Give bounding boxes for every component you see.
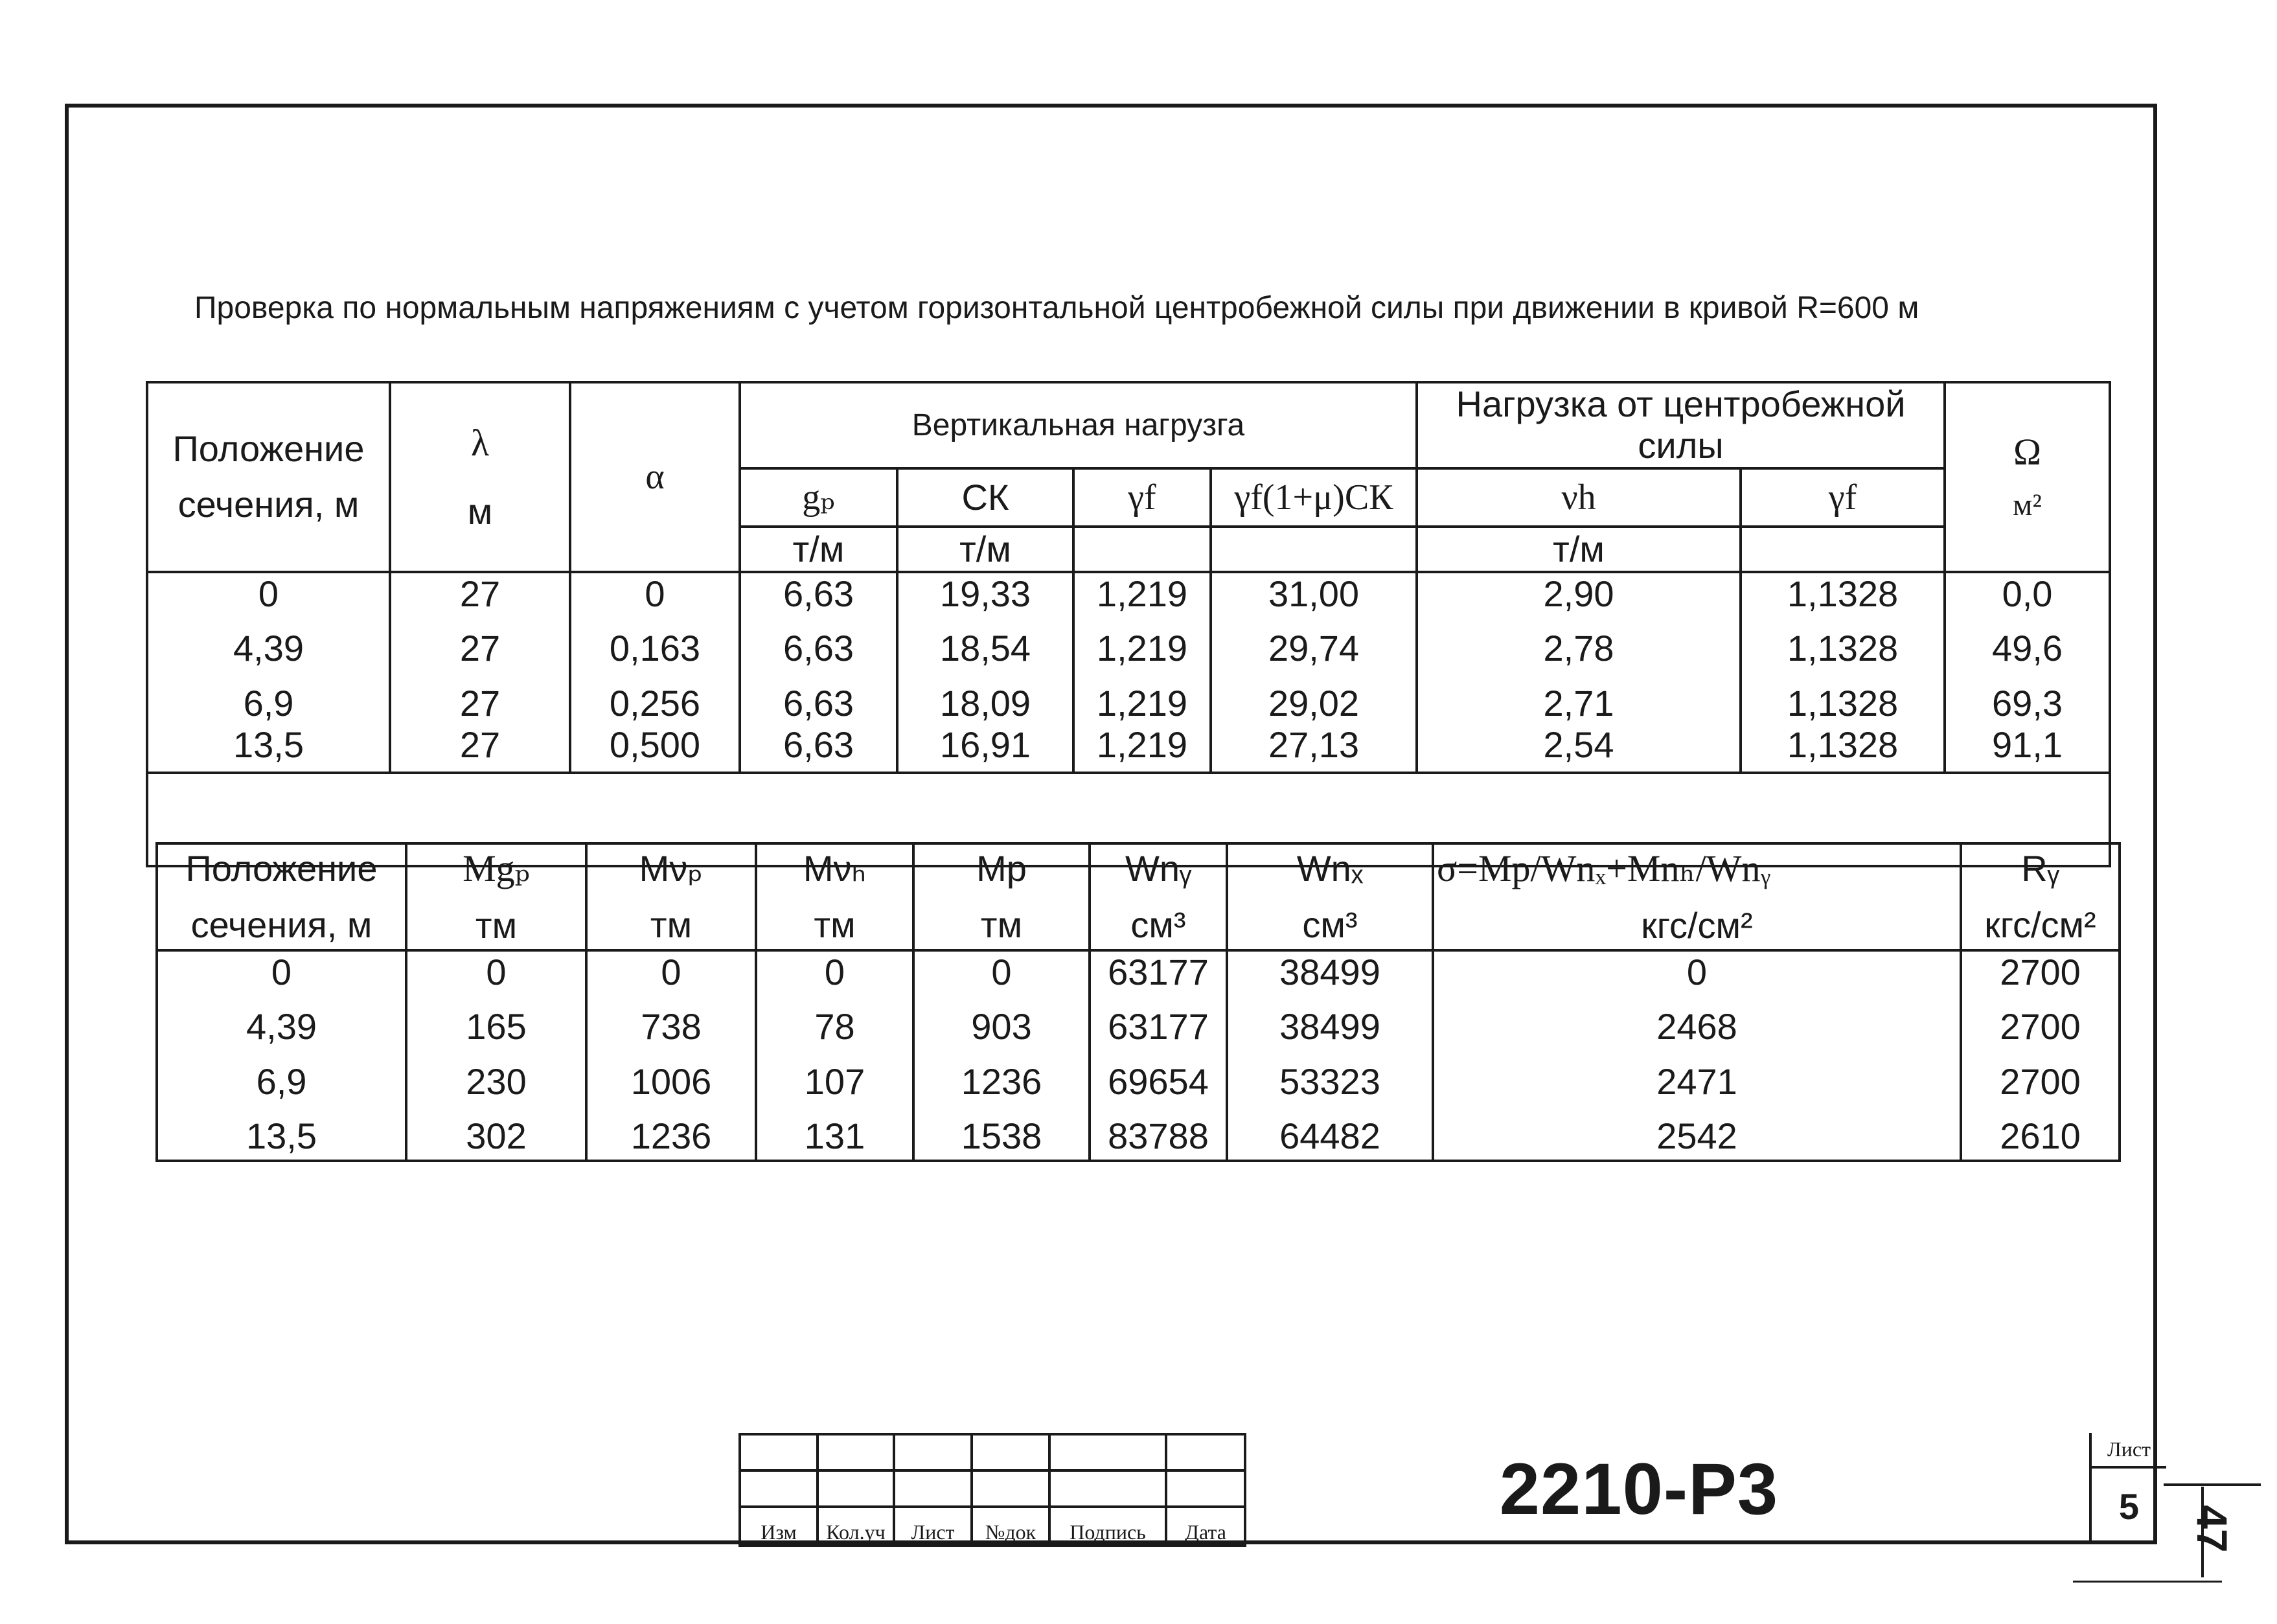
sheet-box (2089, 1433, 2166, 1544)
col-ry: 2700 2700 2700 2610 (1961, 950, 2120, 1161)
header-wnx: Wnₓ см³ (1227, 843, 1433, 950)
header-vertical-load: Вертикальная нагрузга (740, 382, 1417, 468)
header-ry: Rᵧ кгс/см² (1961, 843, 2120, 950)
stamp-label-podpis: Подпись (1049, 1507, 1166, 1546)
grid-cell (1166, 1470, 1245, 1507)
sheet-label: Лист (2092, 1433, 2166, 1469)
page-number-line (2073, 1581, 2222, 1583)
col-mgp: 0 165 230 302 (406, 950, 586, 1161)
grid-cell (1049, 1434, 1166, 1470)
unit-empty (1741, 527, 1945, 572)
stamp-label-izm: Изм (740, 1507, 818, 1546)
sheet-number: 5 (2118, 1486, 2140, 1527)
load-table (146, 381, 2111, 867)
header-sigma: σ=Mp/Wnₓ+Mnₕ/Wnᵧ кгс/см² (1433, 843, 1961, 950)
header-position: Положение сечения, м (157, 843, 406, 950)
stamp-label-koluch: Кол.уч (818, 1507, 894, 1546)
unit-gp: т/м (740, 527, 897, 572)
header-position: Положение сечения, м (147, 382, 390, 572)
stamp-label-list: Лист (894, 1507, 972, 1546)
page-number-line (2164, 1483, 2261, 1486)
header-gamma-f: γf (1073, 468, 1211, 527)
stamp-label-ndok: №док (972, 1507, 1049, 1546)
header-gamma-ck: γf(1+μ)СК (1211, 468, 1417, 527)
table-body (147, 572, 2110, 773)
header-omega: Ω м² (1945, 382, 2110, 572)
header-centrifugal-load: Нагрузка от центробежной силы (1417, 382, 1945, 468)
grid-cell (818, 1470, 894, 1507)
revision-grid (738, 1433, 1246, 1547)
header-mgp: Mgₚ тм (406, 843, 586, 950)
col-gamma-ck: 31,00 29,74 29,02 27,13 (1211, 572, 1417, 773)
col-lambda: 27 27 27 27 (390, 572, 570, 773)
grid-cell (740, 1434, 818, 1470)
col-gp: 6,63 6,63 6,63 6,63 (740, 572, 897, 773)
col-vh: 2,90 2,78 2,71 2,54 (1417, 572, 1741, 773)
col-omega: 0,0 49,6 69,3 91,1 (1945, 572, 2110, 773)
unit-ck: т/м (897, 527, 1073, 572)
col-ck: 19,33 18,54 18,09 16,91 (897, 572, 1073, 773)
stress-table (155, 842, 2121, 1162)
col-mvp: 0 738 1006 1236 (586, 950, 756, 1161)
header-gp: gₚ (740, 468, 897, 527)
col-gamma-f2: 1,1328 1,1328 1,1328 1,1328 (1741, 572, 1945, 773)
grid-cell (1166, 1434, 1245, 1470)
header-mvh: Mνₕ тм (756, 843, 913, 950)
table-body (157, 950, 2120, 1161)
grid-cell (894, 1434, 972, 1470)
header-vh: νh (1417, 468, 1741, 527)
grid-cell (1049, 1470, 1166, 1507)
page-title: Проверка по нормальным напряжениям с учетом горизонтальной центробежной силы при движении в кривой R=600 м (194, 291, 1919, 325)
unit-vh: т/м (1417, 527, 1741, 572)
unit-empty (1073, 527, 1211, 572)
col-mp: 0 903 1236 1538 (913, 950, 1090, 1161)
col-mvh: 0 78 107 131 (756, 950, 913, 1161)
page-number: 47 (2188, 1505, 2236, 1553)
header-gamma-f2: γf (1741, 468, 1945, 527)
grid-cell (740, 1470, 818, 1507)
document-code: 2210-Р3 (1499, 1448, 1779, 1529)
header-ck: СК (897, 468, 1073, 527)
col-alpha: 0 0,163 0,256 0,500 (570, 572, 740, 773)
grid-cell (972, 1470, 1049, 1507)
title-block (738, 1433, 2164, 1544)
header-lambda: λ м (390, 382, 570, 572)
header-mp: Mp тм (913, 843, 1090, 950)
unit-empty (1211, 527, 1417, 572)
header-alpha: α (570, 382, 740, 572)
col-position: 0 4,39 6,9 13,5 (147, 572, 390, 773)
grid-cell (818, 1434, 894, 1470)
header-mvp: Mνₚ тм (586, 843, 756, 950)
header-wny: Wnᵧ см³ (1090, 843, 1227, 950)
col-wny: 63177 63177 69654 83788 (1090, 950, 1227, 1161)
grid-cell (972, 1434, 1049, 1470)
col-wnx: 38499 38499 53323 64482 (1227, 950, 1433, 1161)
col-gamma-f: 1,219 1,219 1,219 1,219 (1073, 572, 1211, 773)
grid-cell (894, 1470, 972, 1507)
col-position: 0 4,39 6,9 13,5 (157, 950, 406, 1161)
stamp-label-data: Дата (1166, 1507, 1245, 1546)
col-sigma: 0 2468 2471 2542 (1433, 950, 1961, 1161)
